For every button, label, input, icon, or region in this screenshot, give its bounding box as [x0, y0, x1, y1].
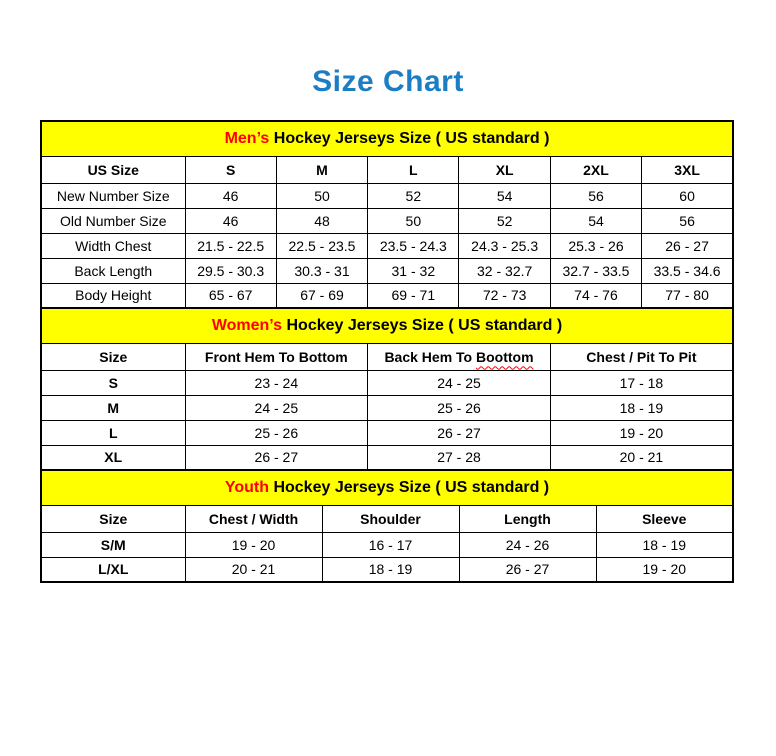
mens-banner-row: [41, 121, 733, 156]
table-row: [41, 258, 733, 283]
table-cell: 32 - 32.7: [459, 258, 550, 283]
womens-banner-highlight: Women’s: [211, 316, 283, 334]
table-row: [41, 557, 733, 582]
table-row: [41, 420, 733, 445]
table-row: [41, 208, 733, 233]
table-cell: 56: [642, 208, 733, 233]
table-cell: 29.5 - 30.3: [185, 258, 276, 283]
column-header: Front Hem To Bottom: [185, 343, 368, 370]
table-cell: 23.5 - 24.3: [368, 233, 459, 258]
column-header: Size: [41, 505, 185, 532]
table-cell: 18 - 19: [550, 395, 733, 420]
table-cell: 19 - 20: [185, 532, 322, 557]
table-cell: 69 - 71: [368, 283, 459, 308]
table-row: [41, 370, 733, 395]
table-cell: 52: [459, 208, 550, 233]
table-cell: 46: [185, 183, 276, 208]
table-cell: 21.5 - 22.5: [185, 233, 276, 258]
table-row: [41, 532, 733, 557]
table-cell: 72 - 73: [459, 283, 550, 308]
mens-banner-text: Hockey Jerseys Size ( US standard ): [269, 129, 550, 147]
table-cell: 65 - 67: [185, 283, 276, 308]
column-header: S: [185, 156, 276, 183]
table-row: [41, 283, 733, 308]
table-cell: 26 - 27: [368, 420, 551, 445]
table-cell: 32.7 - 33.5: [550, 258, 641, 283]
column-header: Length: [459, 505, 596, 532]
table-cell: 26 - 27: [459, 557, 596, 582]
youth-banner-text: Hockey Jerseys Size ( US standard ): [269, 478, 550, 496]
table-cell: 19 - 20: [596, 557, 733, 582]
table-cell: 46: [185, 208, 276, 233]
table-cell: 33.5 - 34.6: [642, 258, 733, 283]
table-row: [41, 183, 733, 208]
table-cell: 22.5 - 23.5: [276, 233, 367, 258]
row-label: Width Chest: [41, 233, 185, 258]
table-cell: 18 - 19: [322, 557, 459, 582]
column-header: Chest / Pit To Pit: [550, 343, 733, 370]
row-label: S: [41, 370, 185, 395]
column-header: Sleeve: [596, 505, 733, 532]
mens-header-row: [41, 156, 733, 183]
row-label: New Number Size: [41, 183, 185, 208]
table-cell: 24 - 25: [368, 370, 551, 395]
youth-header-row: [41, 505, 733, 532]
table-cell: 52: [368, 183, 459, 208]
womens-banner-row: [41, 308, 733, 343]
mens-banner-highlight: Men’s: [224, 129, 270, 147]
mens-size-table: [40, 120, 734, 309]
table-cell: 31 - 32: [368, 258, 459, 283]
table-cell: 24 - 25: [185, 395, 368, 420]
page-title: Size Chart: [312, 65, 464, 98]
table-cell: 19 - 20: [550, 420, 733, 445]
column-header: Shoulder: [322, 505, 459, 532]
table-cell: 27 - 28: [368, 445, 551, 470]
table-cell: 56: [550, 183, 641, 208]
table-cell: 26 - 27: [185, 445, 368, 470]
column-header: M: [276, 156, 367, 183]
table-cell: 25.3 - 26: [550, 233, 641, 258]
row-label: Body Height: [41, 283, 185, 308]
table-cell: 50: [276, 183, 367, 208]
youth-section-banner: [41, 470, 733, 505]
column-header: L: [368, 156, 459, 183]
table-cell: 16 - 17: [322, 532, 459, 557]
column-header: 3XL: [642, 156, 733, 183]
column-header: Chest / Width: [185, 505, 322, 532]
table-row: [41, 395, 733, 420]
column-header-text: Back Hem To: [384, 348, 476, 365]
womens-banner-text: Hockey Jerseys Size ( US standard ): [282, 316, 563, 334]
table-cell: 50: [368, 208, 459, 233]
row-label: L/XL: [41, 557, 185, 582]
womens-size-table: [40, 307, 734, 471]
row-label: XL: [41, 445, 185, 470]
row-label: L: [41, 420, 185, 445]
womens-header-row: [41, 343, 733, 370]
table-cell: 25 - 26: [368, 395, 551, 420]
table-cell: 23 - 24: [185, 370, 368, 395]
table-row: [41, 445, 733, 470]
row-label: Old Number Size: [41, 208, 185, 233]
row-label: M: [41, 395, 185, 420]
table-row: [41, 233, 733, 258]
table-cell: 17 - 18: [550, 370, 733, 395]
table-cell: 30.3 - 31: [276, 258, 367, 283]
youth-banner-highlight: Youth: [224, 478, 269, 496]
youth-banner-row: [41, 470, 733, 505]
table-cell: 20 - 21: [185, 557, 322, 582]
column-header: Size: [41, 343, 185, 370]
table-cell: 54: [459, 183, 550, 208]
size-chart-container: [40, 120, 734, 583]
column-header: [368, 343, 551, 370]
table-cell: 24.3 - 25.3: [459, 233, 550, 258]
table-cell: 67 - 69: [276, 283, 367, 308]
table-cell: 77 - 80: [642, 283, 733, 308]
row-label: S/M: [41, 532, 185, 557]
table-cell: 24 - 26: [459, 532, 596, 557]
table-cell: 54: [550, 208, 641, 233]
table-cell: 48: [276, 208, 367, 233]
column-header: 2XL: [550, 156, 641, 183]
mens-section-banner: [41, 121, 733, 156]
column-header: US Size: [41, 156, 185, 183]
table-cell: 74 - 76: [550, 283, 641, 308]
table-cell: 25 - 26: [185, 420, 368, 445]
misspelled-word: Boottom: [475, 348, 534, 365]
youth-size-table: [40, 469, 734, 583]
table-cell: 60: [642, 183, 733, 208]
table-cell: 26 - 27: [642, 233, 733, 258]
column-header: XL: [459, 156, 550, 183]
table-cell: 20 - 21: [550, 445, 733, 470]
row-label: Back Length: [41, 258, 185, 283]
womens-section-banner: [41, 308, 733, 343]
table-cell: 18 - 19: [596, 532, 733, 557]
